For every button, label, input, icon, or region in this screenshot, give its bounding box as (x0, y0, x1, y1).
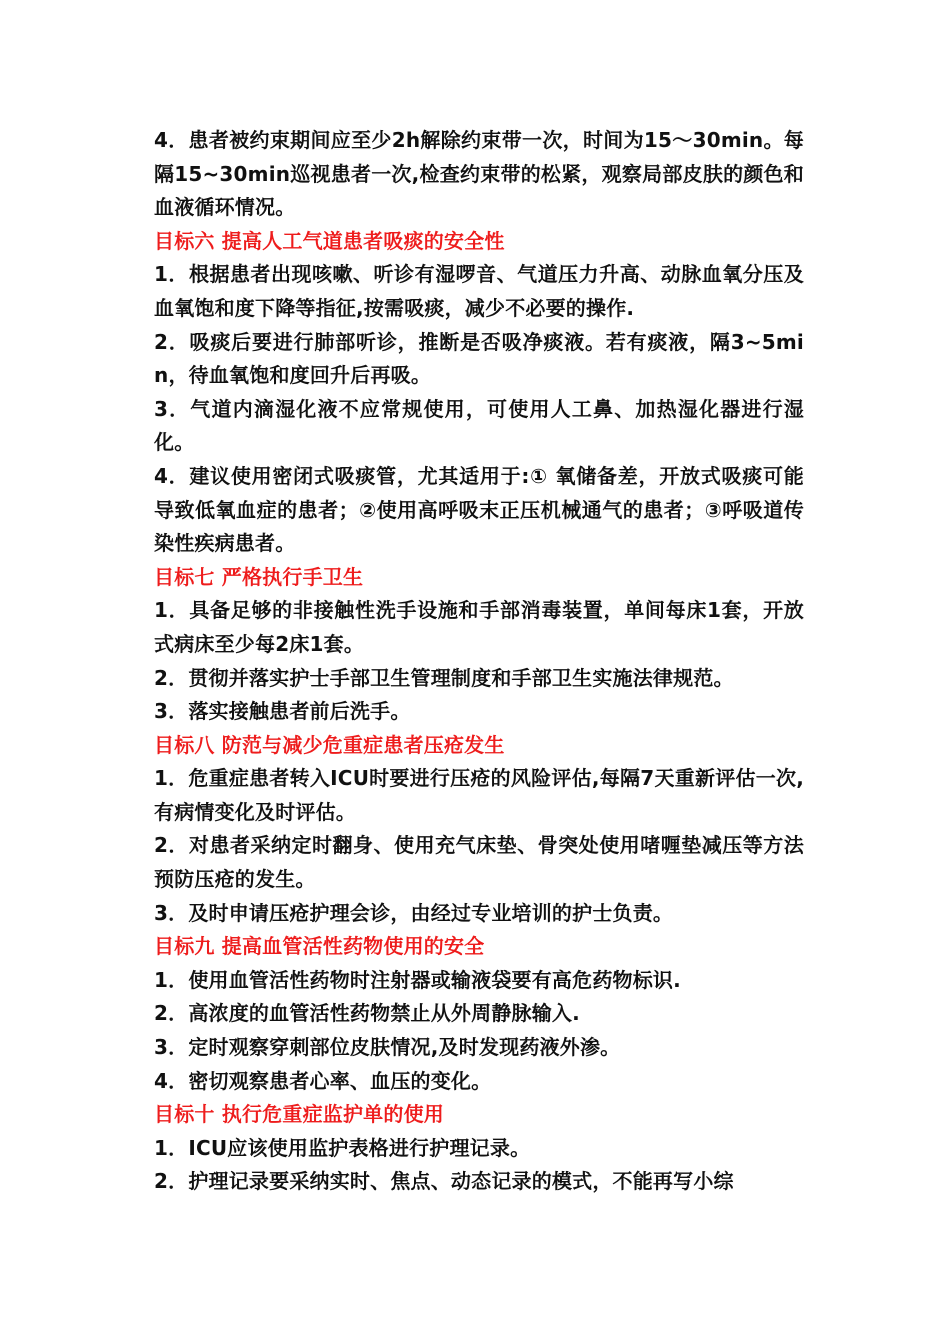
paragraph-pressure-ulcer-1: 1．危重症患者转入ICU时要进行压疮的风险评估,每隔7天重新评估一次,有病情变化及时评估。 (154, 766, 804, 824)
paragraph-restraint-4: 4．患者被约束期间应至少2h解除约束带一次，时间为15～30min。每隔15~30min巡视患者一次,检查约束带的松紧，观察局部皮肤的颜色和血液循环情况。 (154, 128, 804, 220)
paragraph-suction-4: 4．建议使用密闭式吸痰管，尤其适用于:① 氧储备差，开放式吸痰可能导致低氧血症的患者；②使用高呼吸末正压机械通气的患者；③呼吸道传染性疾病患者。 (154, 463, 804, 556)
section-heading-10: 目标十 执行危重症监护单的使用 (154, 1102, 444, 1127)
paragraph-monitoring-1: 1．ICU应该使用监护表格进行护理记录。 (154, 1135, 531, 1160)
paragraph-suction-2: 2．吸痰后要进行肺部听诊，推断是否吸净痰液。若有痰液，隔3~5min，待血氧饱和度回升后再吸。 (154, 329, 804, 388)
paragraph-hand-hygiene-2: 2．贯彻并落实护士手部卫生管理制度和手部卫生实施法律规范。 (154, 665, 734, 690)
paragraph-vasoactive-4: 4．密切观察患者心率、血压的变化。 (154, 1068, 492, 1093)
paragraph-vasoactive-2: 2．高浓度的血管活性药物禁止从外周静脉输入. (154, 1001, 580, 1026)
document-page (154, 124, 804, 1199)
paragraph-hand-hygiene-3: 3．落实接触患者前后洗手。 (154, 699, 411, 724)
paragraph-monitoring-2: 2．护理记录要采纳实时、焦点、动态记录的模式，不能再写小综 (154, 1169, 734, 1194)
section-heading-8: 目标八 防范与减少危重症患者压疮发生 (154, 732, 505, 757)
paragraph-vasoactive-1: 1．使用血管活性药物时注射器或输液袋要有高危药物标识. (154, 967, 681, 992)
section-heading-7: 目标七 严格执行手卫生 (154, 564, 364, 589)
paragraph-pressure-ulcer-2: 2．对患者采纳定时翻身、使用充气床垫、骨突处使用啫喱垫减压等方法预防压疮的发生。 (154, 833, 804, 892)
section-heading-6: 目标六 提高人工气道患者吸痰的安全性 (154, 228, 505, 253)
paragraph-vasoactive-3: 3．定时观察穿刺部位皮肤情况,及时发现药液外渗。 (154, 1035, 621, 1060)
paragraph-suction-1: 1．根据患者出现咳嗽、听诊有湿啰音、气道压力升高、动脉血氧分压及血氧饱和度下降等指征,按需吸痰，减少不必要的操作. (154, 262, 804, 320)
paragraph-hand-hygiene-1: 1．具备足够的非接触性洗手设施和手部消毒装置，单间每床1套，开放式病床至少每2床1套。 (154, 598, 804, 656)
section-heading-9: 目标九 提高血管活性药物使用的安全 (154, 934, 485, 959)
paragraph-suction-3: 3．气道内滴湿化液不应常规使用，可使用人工鼻、加热湿化器进行湿化。 (154, 396, 804, 455)
paragraph-pressure-ulcer-3: 3．及时申请压疮护理会诊，由经过专业培训的护士负责。 (154, 900, 674, 925)
